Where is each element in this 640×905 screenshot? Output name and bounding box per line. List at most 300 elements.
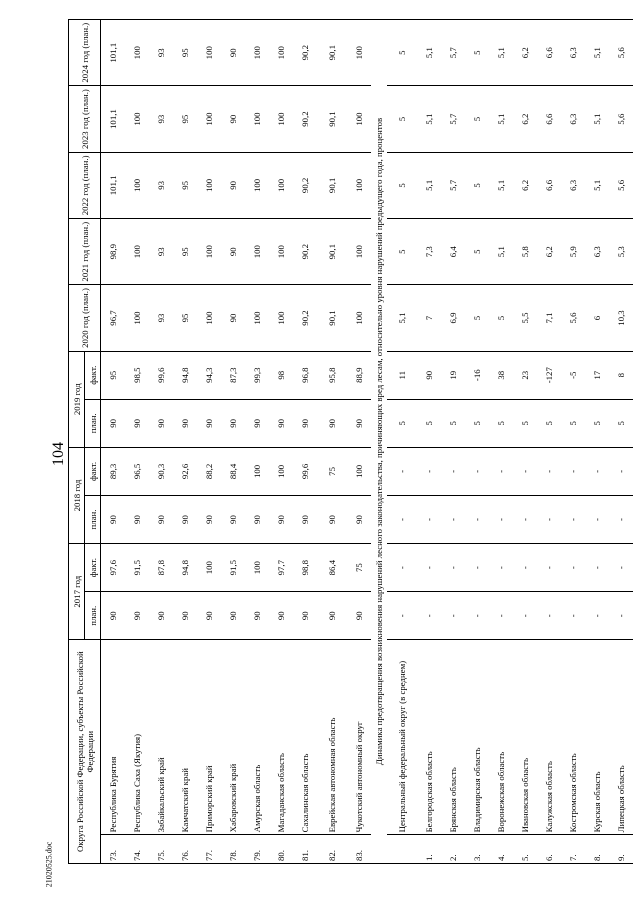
- value-cell: 100: [347, 447, 371, 495]
- value-cell: 5: [465, 285, 489, 351]
- table-row: [489, 20, 513, 864]
- value-cell: 90: [221, 219, 245, 285]
- value-cell: -: [537, 592, 561, 640]
- value-cell: -: [585, 495, 609, 543]
- value-cell: 90: [125, 399, 149, 447]
- row-number: 80.: [269, 835, 293, 864]
- value-cell: 100: [269, 285, 293, 351]
- value-cell: 5: [465, 86, 489, 152]
- row-number: [387, 835, 417, 864]
- region-name: Калужская область: [537, 640, 561, 835]
- value-cell: -: [465, 592, 489, 640]
- value-cell: 98,9: [101, 219, 126, 285]
- row-number: 73.: [101, 835, 126, 864]
- value-cell: 90: [221, 285, 245, 351]
- value-cell: 5,1: [417, 86, 441, 152]
- value-cell: -: [561, 447, 585, 495]
- value-cell: 6,4: [441, 219, 465, 285]
- value-cell: 96,7: [101, 285, 126, 351]
- value-cell: 90: [269, 399, 293, 447]
- table-header: [69, 20, 101, 864]
- value-cell: 100: [347, 20, 371, 86]
- value-cell: 90,2: [293, 152, 317, 218]
- value-cell: 95: [173, 86, 197, 152]
- header-year-2019: 2019 год: [69, 351, 85, 447]
- value-cell: -: [441, 447, 465, 495]
- value-cell: 100: [125, 152, 149, 218]
- value-cell: 100: [269, 152, 293, 218]
- row-number: 2.: [441, 835, 465, 864]
- value-cell: 96,5: [125, 447, 149, 495]
- region-name: Еврейская автономная область: [317, 640, 347, 835]
- value-cell: 100: [245, 544, 269, 592]
- value-cell: 7: [417, 285, 441, 351]
- value-cell: 90,1: [317, 20, 347, 86]
- value-cell: 90: [317, 495, 347, 543]
- value-cell: 5,1: [489, 219, 513, 285]
- value-cell: 90: [101, 399, 126, 447]
- value-cell: 5: [387, 152, 417, 218]
- value-cell: 100: [269, 219, 293, 285]
- value-cell: 94,8: [173, 351, 197, 399]
- value-cell: 11: [387, 351, 417, 399]
- region-name: Курская область: [585, 640, 609, 835]
- table-row: [173, 20, 197, 864]
- value-cell: 100: [245, 285, 269, 351]
- value-cell: 5: [561, 399, 585, 447]
- value-cell: 90,1: [317, 285, 347, 351]
- table-row: [465, 20, 489, 864]
- value-cell: 6,2: [513, 152, 537, 218]
- footer-document-code: 21020525.doc: [44, 841, 54, 888]
- value-cell: 75: [347, 544, 371, 592]
- value-cell: 5,1: [585, 86, 609, 152]
- value-cell: 6,2: [537, 219, 561, 285]
- value-cell: 100: [245, 447, 269, 495]
- row-number: 79.: [245, 835, 269, 864]
- value-cell: 90: [245, 495, 269, 543]
- value-cell: 90: [293, 592, 317, 640]
- value-cell: 5,7: [441, 20, 465, 86]
- value-cell: 90,1: [317, 86, 347, 152]
- value-cell: 90: [293, 399, 317, 447]
- value-cell: 5: [387, 20, 417, 86]
- value-cell: 100: [197, 152, 221, 218]
- value-cell: 90,2: [293, 285, 317, 351]
- value-cell: 90: [221, 495, 245, 543]
- header-fact-2017: факт.: [85, 544, 101, 592]
- value-cell: 5: [387, 219, 417, 285]
- value-cell: 99,6: [149, 351, 173, 399]
- value-cell: 96,8: [293, 351, 317, 399]
- value-cell: 90: [245, 592, 269, 640]
- value-cell: 5,1: [489, 20, 513, 86]
- table-row: [293, 20, 317, 864]
- value-cell: 100: [245, 20, 269, 86]
- rotated-table-container: [68, 19, 626, 864]
- value-cell: 5: [465, 152, 489, 218]
- value-cell: -: [489, 592, 513, 640]
- value-cell: 100: [197, 86, 221, 152]
- value-cell: 6,6: [537, 152, 561, 218]
- value-cell: 5: [609, 399, 633, 447]
- region-name: Амурская область: [245, 640, 269, 835]
- value-cell: -: [609, 544, 633, 592]
- value-cell: 17: [585, 351, 609, 399]
- value-cell: 5: [537, 399, 561, 447]
- row-number: 7.: [561, 835, 585, 864]
- value-cell: 5,7: [441, 152, 465, 218]
- value-cell: 90,1: [317, 152, 347, 218]
- row-number: 77.: [197, 835, 221, 864]
- row-number: 82.: [317, 835, 347, 864]
- value-cell: 100: [269, 447, 293, 495]
- row-number: 8.: [585, 835, 609, 864]
- value-cell: 90: [269, 495, 293, 543]
- value-cell: -: [417, 592, 441, 640]
- table-row: [269, 20, 293, 864]
- value-cell: 88,2: [197, 447, 221, 495]
- value-cell: 7,1: [537, 285, 561, 351]
- value-cell: -: [441, 495, 465, 543]
- value-cell: 6,6: [537, 86, 561, 152]
- value-cell: 92,6: [173, 447, 197, 495]
- table-row: [101, 20, 126, 864]
- value-cell: 5,1: [489, 152, 513, 218]
- value-cell: 90: [101, 592, 126, 640]
- value-cell: 100: [245, 86, 269, 152]
- value-cell: 97,7: [269, 544, 293, 592]
- value-cell: 5: [465, 219, 489, 285]
- value-cell: 90,3: [149, 447, 173, 495]
- region-name: Хабаровский край: [221, 640, 245, 835]
- value-cell: 90: [347, 399, 371, 447]
- value-cell: 5,1: [417, 152, 441, 218]
- indicator-table: [68, 19, 633, 864]
- value-cell: 5,1: [585, 20, 609, 86]
- value-cell: -5: [561, 351, 585, 399]
- value-cell: -: [561, 495, 585, 543]
- value-cell: 95: [173, 219, 197, 285]
- table-row: [149, 20, 173, 864]
- value-cell: 93: [149, 285, 173, 351]
- value-cell: 5,1: [489, 86, 513, 152]
- value-cell: 95,8: [317, 351, 347, 399]
- value-cell: -: [609, 447, 633, 495]
- value-cell: -: [585, 544, 609, 592]
- value-cell: 75: [317, 447, 347, 495]
- header-year-2023: 2023 год (план.): [69, 86, 101, 152]
- value-cell: 5: [387, 86, 417, 152]
- value-cell: -: [489, 447, 513, 495]
- value-cell: 5: [585, 399, 609, 447]
- table-row: [417, 20, 441, 864]
- value-cell: 5: [513, 399, 537, 447]
- value-cell: 101,1: [101, 152, 126, 218]
- header-fact-2018: факт.: [85, 447, 101, 495]
- value-cell: 90: [293, 495, 317, 543]
- value-cell: 5: [465, 20, 489, 86]
- value-cell: -: [609, 495, 633, 543]
- row-number: 83.: [347, 835, 371, 864]
- value-cell: 90: [173, 399, 197, 447]
- value-cell: -: [561, 592, 585, 640]
- value-cell: -: [417, 544, 441, 592]
- row-number: 81.: [293, 835, 317, 864]
- value-cell: 100: [269, 20, 293, 86]
- table-row: [245, 20, 269, 864]
- value-cell: 90: [221, 399, 245, 447]
- value-cell: 5,6: [561, 285, 585, 351]
- value-cell: 100: [245, 152, 269, 218]
- value-cell: 99,3: [245, 351, 269, 399]
- value-cell: 100: [347, 285, 371, 351]
- value-cell: 5,9: [561, 219, 585, 285]
- value-cell: -: [513, 447, 537, 495]
- header-year-2024: 2024 год (план.): [69, 20, 101, 86]
- value-cell: 93: [149, 219, 173, 285]
- region-name: Республика Бурятия: [101, 640, 126, 835]
- value-cell: -: [465, 447, 489, 495]
- value-cell: 5,6: [609, 20, 633, 86]
- value-cell: 90: [125, 592, 149, 640]
- row-number: 3.: [465, 835, 489, 864]
- value-cell: 91,5: [221, 544, 245, 592]
- value-cell: 5: [489, 285, 513, 351]
- value-cell: -: [609, 592, 633, 640]
- row-number: 9.: [609, 835, 633, 864]
- value-cell: 90: [417, 351, 441, 399]
- value-cell: 90: [125, 495, 149, 543]
- value-cell: 100: [197, 20, 221, 86]
- page-number: 104: [50, 442, 67, 466]
- row-number: 6.: [537, 835, 561, 864]
- table-body: [101, 20, 634, 864]
- value-cell: 8: [609, 351, 633, 399]
- value-cell: 98,5: [125, 351, 149, 399]
- value-cell: 5: [441, 399, 465, 447]
- row-number: 76.: [173, 835, 197, 864]
- value-cell: 87,8: [149, 544, 173, 592]
- value-cell: 6,3: [561, 20, 585, 86]
- value-cell: -: [489, 495, 513, 543]
- value-cell: 90: [221, 152, 245, 218]
- value-cell: 90: [245, 399, 269, 447]
- region-name: Забайкальский край: [149, 640, 173, 835]
- value-cell: 23: [513, 351, 537, 399]
- value-cell: 90: [221, 20, 245, 86]
- value-cell: 90: [317, 399, 347, 447]
- value-cell: 95: [173, 152, 197, 218]
- value-cell: -: [537, 495, 561, 543]
- value-cell: 90: [221, 592, 245, 640]
- value-cell: 87,3: [221, 351, 245, 399]
- value-cell: 91,5: [125, 544, 149, 592]
- value-cell: 6: [585, 285, 609, 351]
- region-name: Воронежская область: [489, 640, 513, 835]
- value-cell: 101,1: [101, 86, 126, 152]
- value-cell: 88,9: [347, 351, 371, 399]
- value-cell: -: [417, 447, 441, 495]
- value-cell: 90: [101, 495, 126, 543]
- header-year-2021: 2021 год (план.): [69, 219, 101, 285]
- value-cell: 100: [269, 86, 293, 152]
- value-cell: 90,2: [293, 20, 317, 86]
- value-cell: 97,6: [101, 544, 126, 592]
- value-cell: 5: [417, 399, 441, 447]
- table-row: [609, 20, 633, 864]
- value-cell: 5: [387, 399, 417, 447]
- value-cell: -: [441, 592, 465, 640]
- value-cell: -: [387, 447, 417, 495]
- value-cell: 90: [269, 592, 293, 640]
- value-cell: 93: [149, 20, 173, 86]
- value-cell: 88,4: [221, 447, 245, 495]
- value-cell: -: [585, 447, 609, 495]
- value-cell: 5,8: [513, 219, 537, 285]
- value-cell: -: [387, 495, 417, 543]
- region-name: Чукотский автономный округ: [347, 640, 371, 835]
- value-cell: 90: [197, 592, 221, 640]
- row-number: 1.: [417, 835, 441, 864]
- region-name: Центральный федеральный округ (в среднем): [387, 640, 417, 835]
- header-year-2018: 2018 год: [69, 447, 85, 543]
- value-cell: 100: [197, 219, 221, 285]
- value-cell: 93: [149, 152, 173, 218]
- value-cell: 98,8: [293, 544, 317, 592]
- value-cell: 89,3: [101, 447, 126, 495]
- value-cell: -: [513, 544, 537, 592]
- value-cell: 94,8: [173, 544, 197, 592]
- value-cell: 99,6: [293, 447, 317, 495]
- region-name: Костромская область: [561, 640, 585, 835]
- region-name: Липецкая область: [609, 640, 633, 835]
- value-cell: 90: [173, 592, 197, 640]
- value-cell: 90,2: [293, 219, 317, 285]
- value-cell: 100: [197, 285, 221, 351]
- value-cell: 100: [347, 86, 371, 152]
- header-plan-2018: план.: [85, 495, 101, 543]
- region-name: Магаданская область: [269, 640, 293, 835]
- value-cell: 95: [173, 20, 197, 86]
- table-row: [125, 20, 149, 864]
- value-cell: -: [537, 447, 561, 495]
- region-name: Брянская область: [441, 640, 465, 835]
- value-cell: 90,1: [317, 219, 347, 285]
- value-cell: 7,3: [417, 219, 441, 285]
- region-name: Сахалинская область: [293, 640, 317, 835]
- value-cell: 90: [149, 495, 173, 543]
- table-row: [347, 20, 371, 864]
- value-cell: 90: [197, 399, 221, 447]
- row-number: 75.: [149, 835, 173, 864]
- value-cell: 100: [125, 285, 149, 351]
- value-cell: 90: [347, 592, 371, 640]
- section-title: Динамика предотвращения возникновения нарушений лесного законодательства, причиняющих вред лесам, относительно уровня нарушений предыдущего года, процентов: [371, 20, 387, 864]
- value-cell: 10,3: [609, 285, 633, 351]
- value-cell: -127: [537, 351, 561, 399]
- table-row: [387, 20, 417, 864]
- header-district: Округа Российской Федерации, субъекты Российской Федерации: [69, 640, 101, 864]
- value-cell: 90: [197, 495, 221, 543]
- value-cell: -: [489, 544, 513, 592]
- region-name: Владимирская область: [465, 640, 489, 835]
- value-cell: 5,1: [387, 285, 417, 351]
- row-number: 74.: [125, 835, 149, 864]
- value-cell: 95: [173, 285, 197, 351]
- value-cell: 6,3: [585, 219, 609, 285]
- table-row: [221, 20, 245, 864]
- value-cell: 5,1: [417, 20, 441, 86]
- value-cell: 5,6: [609, 86, 633, 152]
- region-name: Ивановская область: [513, 640, 537, 835]
- row-number: 78.: [221, 835, 245, 864]
- region-name: Белгородская область: [417, 640, 441, 835]
- header-plan-2019: план.: [85, 399, 101, 447]
- value-cell: -: [387, 592, 417, 640]
- value-cell: 6,2: [513, 86, 537, 152]
- value-cell: 100: [197, 544, 221, 592]
- table-row: [537, 20, 561, 864]
- value-cell: 5,6: [609, 152, 633, 218]
- value-cell: 100: [125, 20, 149, 86]
- value-cell: 100: [347, 152, 371, 218]
- row-number: 5.: [513, 835, 537, 864]
- value-cell: -: [513, 592, 537, 640]
- value-cell: 6,6: [537, 20, 561, 86]
- value-cell: -: [387, 544, 417, 592]
- value-cell: 6,9: [441, 285, 465, 351]
- value-cell: 101,1: [101, 20, 126, 86]
- value-cell: 6,3: [561, 86, 585, 152]
- header-fact-2019: факт.: [85, 351, 101, 399]
- table-row: [513, 20, 537, 864]
- value-cell: 94,3: [197, 351, 221, 399]
- value-cell: 5,1: [585, 152, 609, 218]
- header-year-2022: 2022 год (план.): [69, 152, 101, 218]
- value-cell: 86,4: [317, 544, 347, 592]
- value-cell: 90: [317, 592, 347, 640]
- value-cell: 90: [347, 495, 371, 543]
- header-year-2020: 2020 год (план.): [69, 285, 101, 351]
- table-row: [317, 20, 347, 864]
- value-cell: 19: [441, 351, 465, 399]
- value-cell: 5: [465, 399, 489, 447]
- value-cell: 6,2: [513, 20, 537, 86]
- value-cell: -: [585, 592, 609, 640]
- value-cell: -: [561, 544, 585, 592]
- value-cell: 5,7: [441, 86, 465, 152]
- table-row: [441, 20, 465, 864]
- value-cell: 5: [489, 399, 513, 447]
- value-cell: 90: [221, 86, 245, 152]
- value-cell: -16: [465, 351, 489, 399]
- table-row: [197, 20, 221, 864]
- value-cell: -: [465, 544, 489, 592]
- value-cell: 95: [101, 351, 126, 399]
- value-cell: 90: [173, 495, 197, 543]
- value-cell: 98: [269, 351, 293, 399]
- section-row: [371, 20, 387, 864]
- header-plan-2017: план.: [85, 592, 101, 640]
- value-cell: 5,5: [513, 285, 537, 351]
- row-number: 4.: [489, 835, 513, 864]
- value-cell: 90,2: [293, 86, 317, 152]
- region-name: Камчатский край: [173, 640, 197, 835]
- value-cell: -: [417, 495, 441, 543]
- value-cell: 5,3: [609, 219, 633, 285]
- value-cell: 90: [149, 399, 173, 447]
